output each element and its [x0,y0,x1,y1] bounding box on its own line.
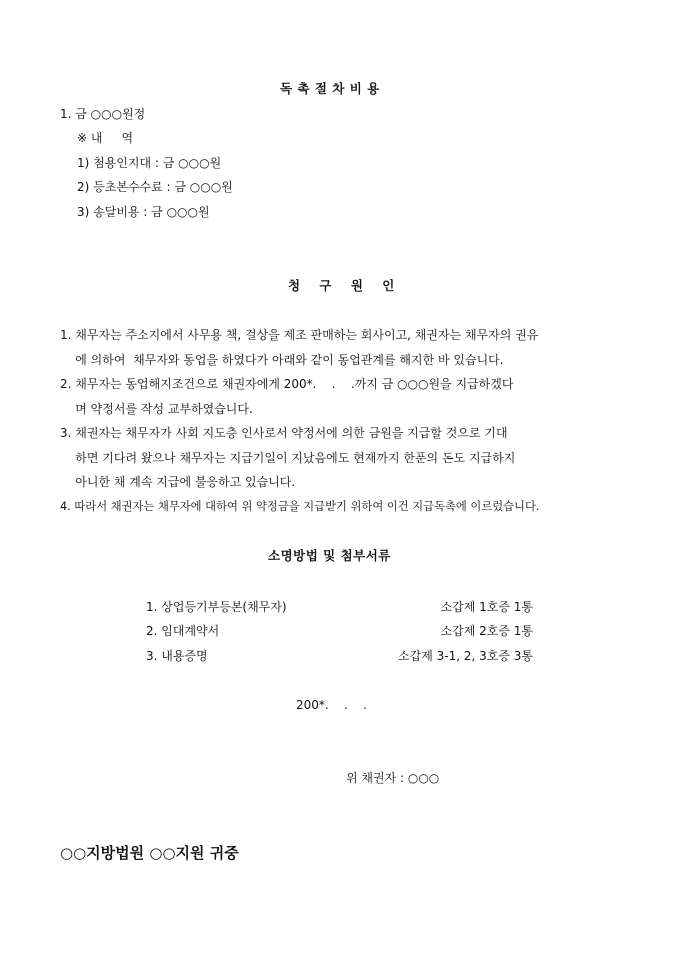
evidence-item-name: 2. 임대계약서 [146,624,220,638]
cause-line: 에 의하여 채무자와 동업을 하였다가 아래와 같이 동업관계를 해지한 바 있습니다. [60,353,504,367]
document-date: 200*. . . [296,698,367,712]
fees-item: 2) 등초본수수료 : 금 ○○○원 [77,180,233,194]
fees-item: 3) 송달비용 : 금 ○○○원 [77,205,210,219]
cause-line: 3. 채권자는 채무자가 사회 지도층 인사로서 약정서에 의한 금원을 지급할 것으로 기대 [60,426,508,440]
fees-breakdown-heading: ※ 내 역 [77,131,134,145]
evidence-item-mark: 소갑제 2호증 1통 [440,624,533,638]
cause-line: 4. 따라서 채권자는 채무자에 대하여 위 약정금을 지급받기 위하여 이건 지급독촉에 이르렀습니다. [60,500,540,513]
cause-line: 1. 채무자는 주소지에서 사무용 책, 걸상을 제조 판매하는 회사이고, 채권자는 채무자의 권유 [60,328,539,342]
cause-line: 며 약정서를 작성 교부하였습니다. [60,402,253,416]
evidence-item-mark: 소갑제 3-1, 2, 3호증 3통 [398,649,533,663]
evidence-item-name: 1. 상업등기부등본(채무자) [146,600,287,614]
fees-total: 1. 금 ○○○원정 [60,107,146,121]
fees-item: 1) 첨용인지대 : 금 ○○○원 [77,156,222,170]
court-addressee: ○○지방법원 ○○지원 귀중 [60,844,239,862]
cause-line: 아니한 채 계속 지급에 불응하고 있습니다. [60,475,296,489]
evidence-item-name: 3. 내용증명 [146,649,208,663]
cause-title: 청 구 원 인 [288,278,395,293]
evidence-item-mark: 소갑제 1호증 1통 [440,600,533,614]
evidence-title: 소명방법 및 첨부서류 [268,548,391,563]
fees-title: 독 촉 절 차 비 용 [280,81,380,96]
cause-line: 2. 채무자는 동업해지조건으로 채권자에게 200*. . .까지 금 ○○○원을 지급하겠다 [60,377,514,391]
creditor-signature: 위 채권자 : ○○○ [346,771,440,785]
cause-line: 하면 기다려 왔으나 채무자는 지급기일이 지났음에도 현재까지 한푼의 돈도 지급하지 [60,451,516,465]
